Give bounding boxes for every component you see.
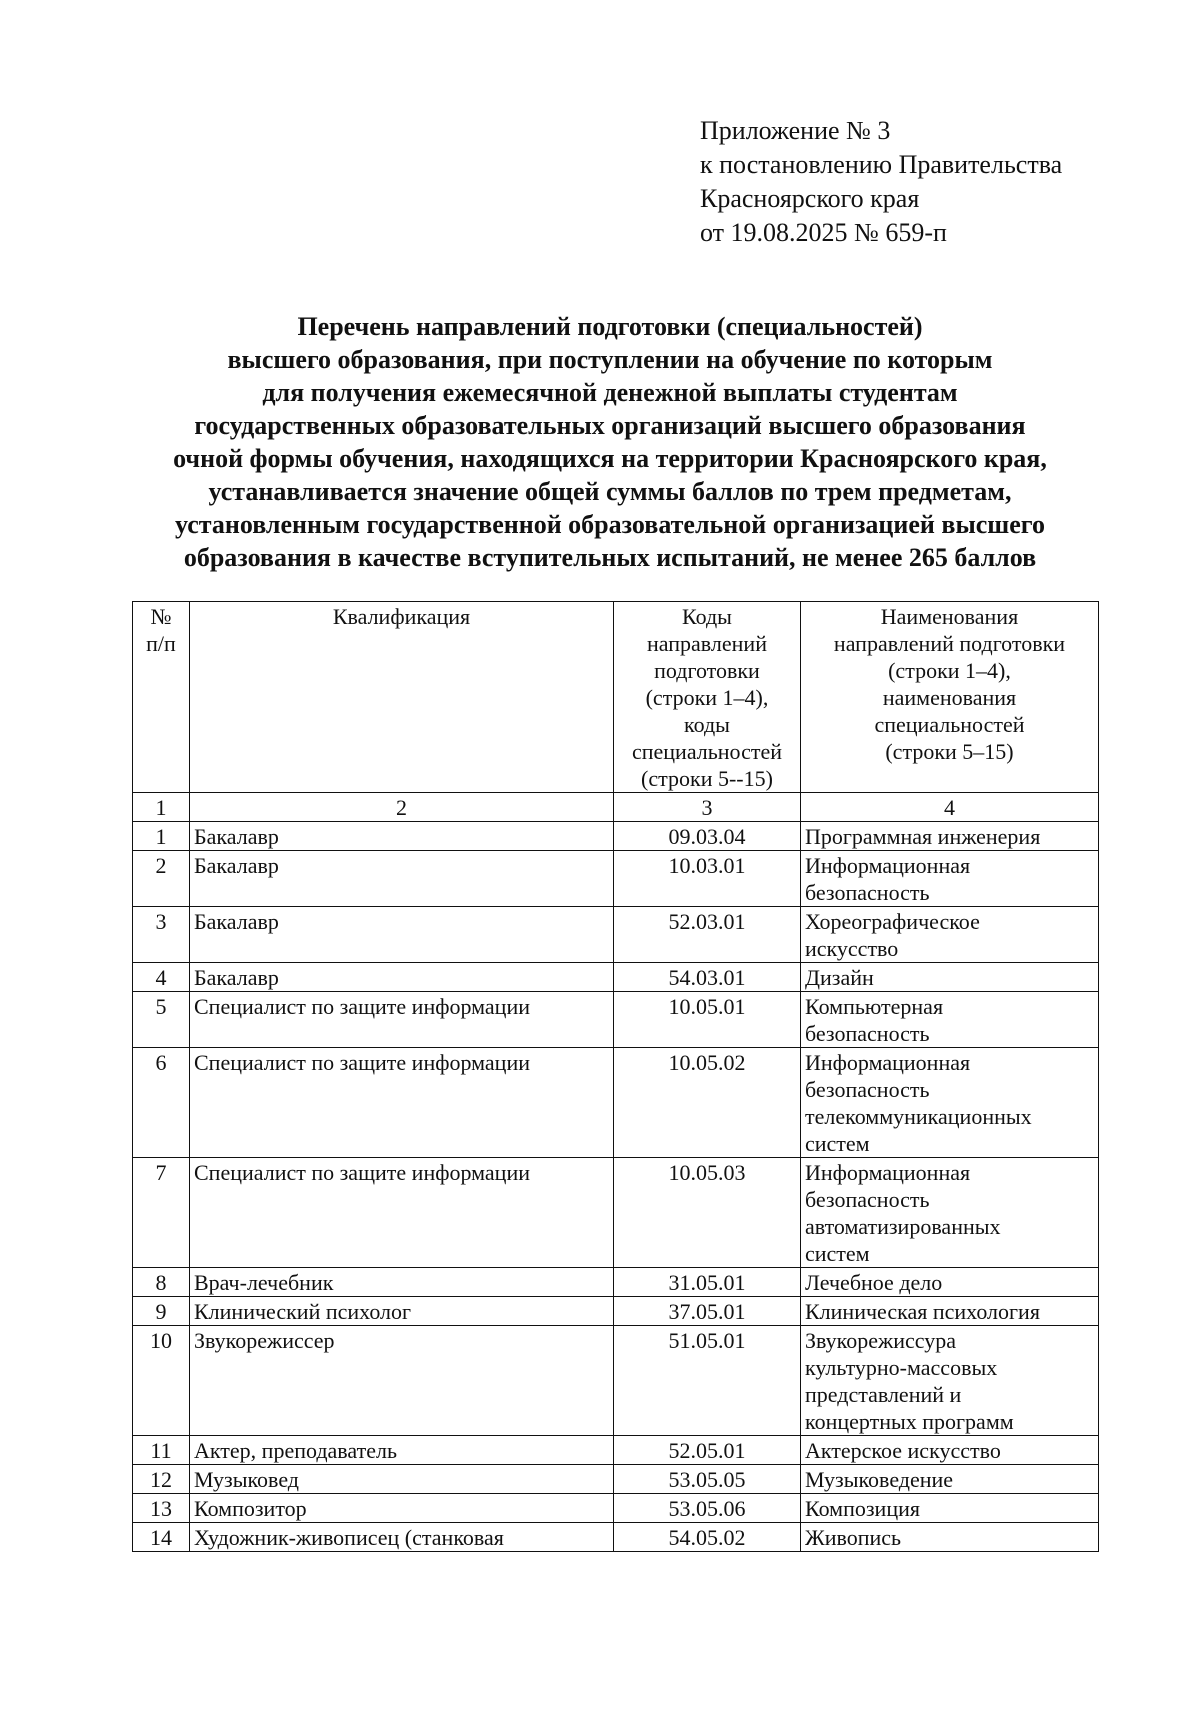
row-name-line: Информационная — [805, 1160, 971, 1185]
column-number: 4 — [801, 793, 1099, 822]
row-code: 54.03.01 — [614, 963, 801, 992]
row-name-line: Хореографическое — [805, 909, 980, 934]
row-name — [801, 963, 1099, 992]
row-qualification: Бакалавр — [190, 822, 614, 851]
row-name-line: искусство — [805, 936, 899, 961]
row-name — [801, 1523, 1099, 1552]
table-row — [133, 992, 1099, 1048]
row-code: 31.05.01 — [614, 1268, 801, 1297]
row-name-line: Живопись — [805, 1525, 902, 1550]
row-qualification: Звукорежиссер — [190, 1326, 614, 1436]
row-name-line: телекоммуникационных — [805, 1104, 1032, 1129]
column-number: 1 — [133, 793, 190, 822]
table-row — [133, 822, 1099, 851]
specialties-table — [132, 601, 1099, 1552]
row-name-line: Музыковедение — [805, 1467, 954, 1492]
header-codes-line: (строки 1–4), — [645, 685, 769, 710]
table-body — [133, 822, 1099, 1552]
row-code: 10.05.01 — [614, 992, 801, 1048]
row-name — [801, 907, 1099, 963]
annex-block — [700, 114, 1062, 250]
header-codes-line: коды — [684, 712, 730, 737]
title-line: для получения ежемесячной денежной выплаты студентам — [262, 378, 958, 407]
header-names-line: специальностей — [874, 712, 1025, 737]
header-codes-line: подготовки — [654, 658, 760, 683]
annex-line-2: к постановлению Правительства — [700, 150, 1063, 179]
column-number: 2 — [190, 793, 614, 822]
row-name-line: Программная инженерия — [805, 824, 1041, 849]
row-number: 8 — [133, 1268, 190, 1297]
row-name-line: Лечебное дело — [805, 1270, 943, 1295]
row-name-line: систем — [805, 1241, 870, 1266]
header-num — [133, 602, 190, 793]
row-number: 6 — [133, 1048, 190, 1158]
header-codes-line: направлений — [647, 631, 767, 656]
row-name-line: безопасность — [805, 1021, 930, 1046]
row-qualification: Бакалавр — [190, 963, 614, 992]
title-line: высшего образования, при поступлении на обучение по которым — [227, 345, 993, 374]
title-line: образования в качестве вступительных испытаний, не менее 265 баллов — [183, 543, 1037, 572]
table-row — [133, 1297, 1099, 1326]
row-name-line: безопасность — [805, 1077, 930, 1102]
row-qualification: Специалист по защите информации — [190, 992, 614, 1048]
row-name — [801, 1436, 1099, 1465]
row-qualification: Актер, преподаватель — [190, 1436, 614, 1465]
row-name — [801, 1297, 1099, 1326]
table-header-row — [133, 602, 1099, 793]
table-row — [133, 1158, 1099, 1268]
row-name-line: Клиническая психология — [805, 1299, 1040, 1324]
row-number: 1 — [133, 822, 190, 851]
row-code: 10.05.02 — [614, 1048, 801, 1158]
row-number: 12 — [133, 1465, 190, 1494]
row-number: 11 — [133, 1436, 190, 1465]
row-name-line: Компьютерная — [805, 994, 944, 1019]
header-qualification-line: Квалификация — [332, 604, 471, 629]
row-code: 10.05.03 — [614, 1158, 801, 1268]
row-name — [801, 1268, 1099, 1297]
row-name-line: Звукорежиссура — [805, 1328, 956, 1353]
row-qualification: Специалист по защите информации — [190, 1048, 614, 1158]
table-row — [133, 1436, 1099, 1465]
title-line: установленным государственной образовательной организацией высшего — [175, 510, 1045, 539]
row-number: 10 — [133, 1326, 190, 1436]
row-qualification: Композитор — [190, 1494, 614, 1523]
table-row — [133, 1494, 1099, 1523]
table-row — [133, 963, 1099, 992]
row-name-line: Информационная — [805, 1050, 971, 1075]
row-name — [801, 851, 1099, 907]
header-names — [801, 602, 1099, 793]
annex-line-3: Красноярского края — [700, 184, 920, 213]
header-codes-line: Коды — [682, 604, 732, 629]
row-code: 10.03.01 — [614, 851, 801, 907]
row-qualification: Врач-лечебник — [190, 1268, 614, 1297]
header-codes-line: специальностей — [631, 739, 783, 764]
table-row — [133, 1465, 1099, 1494]
column-number-row — [133, 793, 1099, 822]
row-name-line: представлений и — [805, 1382, 962, 1407]
annex-line-1: Приложение № 3 — [700, 116, 891, 145]
table-row — [133, 1326, 1099, 1436]
title-line: очной формы обучения, находящихся на территории Красноярского края, — [173, 444, 1047, 473]
row-name-line: систем — [805, 1131, 870, 1156]
row-name-line: автоматизированных — [805, 1214, 1001, 1239]
row-name-line: безопасность — [805, 880, 930, 905]
header-names-line: (строки 1–4), — [888, 658, 1011, 683]
row-name-line: культурно-массовых — [805, 1355, 998, 1380]
header-num-line: № — [150, 604, 172, 629]
document-title — [120, 310, 1100, 574]
row-number: 14 — [133, 1523, 190, 1552]
row-name — [801, 992, 1099, 1048]
column-number: 3 — [614, 793, 801, 822]
title-line: устанавливается значение общей суммы баллов по трем предметам, — [208, 477, 1012, 506]
row-code: 52.03.01 — [614, 907, 801, 963]
row-name — [801, 1465, 1099, 1494]
row-qualification: Клинический психолог — [190, 1297, 614, 1326]
row-number: 2 — [133, 851, 190, 907]
header-names-line: (строки 5–15) — [885, 739, 1014, 764]
row-code: 51.05.01 — [614, 1326, 801, 1436]
row-qualification: Бакалавр — [190, 851, 614, 907]
row-name-line: безопасность — [805, 1187, 930, 1212]
row-number: 13 — [133, 1494, 190, 1523]
annex-line-4: от 19.08.2025 № 659-п — [700, 218, 947, 247]
row-name-line: Дизайн — [805, 965, 874, 990]
row-qualification: Музыковед — [190, 1465, 614, 1494]
header-names-line: наименования — [882, 685, 1017, 710]
header-codes — [614, 602, 801, 793]
row-number: 3 — [133, 907, 190, 963]
title-line: государственных образовательных организаций высшего образования — [194, 411, 1026, 440]
header-codes-line: (строки 5--15) — [641, 766, 773, 791]
row-name — [801, 1494, 1099, 1523]
table-row — [133, 1048, 1099, 1158]
row-code: 37.05.01 — [614, 1297, 801, 1326]
row-qualification: Бакалавр — [190, 907, 614, 963]
row-name-line: Информационная — [805, 853, 971, 878]
header-names-line: Наименования — [880, 604, 1019, 629]
header-num-line: п/п — [146, 631, 176, 656]
table-row — [133, 851, 1099, 907]
header-qualification — [190, 602, 614, 793]
row-name — [801, 1158, 1099, 1268]
row-name-line: Актерское искусство — [805, 1438, 1001, 1463]
row-number: 7 — [133, 1158, 190, 1268]
row-code: 53.05.06 — [614, 1494, 801, 1523]
table-row — [133, 1523, 1099, 1552]
header-names-line: направлений подготовки — [833, 631, 1066, 656]
row-qualification: Художник-живописец (станковая — [190, 1523, 614, 1552]
title-line: Перечень направлений подготовки (специальностей) — [297, 312, 923, 341]
row-code: 54.05.02 — [614, 1523, 801, 1552]
row-number: 5 — [133, 992, 190, 1048]
row-code: 09.03.04 — [614, 822, 801, 851]
row-number: 9 — [133, 1297, 190, 1326]
row-name — [801, 1048, 1099, 1158]
row-name-line: Композиция — [805, 1496, 920, 1521]
row-qualification: Специалист по защите информации — [190, 1158, 614, 1268]
row-code: 52.05.01 — [614, 1436, 801, 1465]
row-number: 4 — [133, 963, 190, 992]
table-row — [133, 1268, 1099, 1297]
row-name — [801, 1326, 1099, 1436]
row-name — [801, 822, 1099, 851]
row-name-line: концертных программ — [805, 1409, 1014, 1434]
table-row — [133, 907, 1099, 963]
row-code: 53.05.05 — [614, 1465, 801, 1494]
